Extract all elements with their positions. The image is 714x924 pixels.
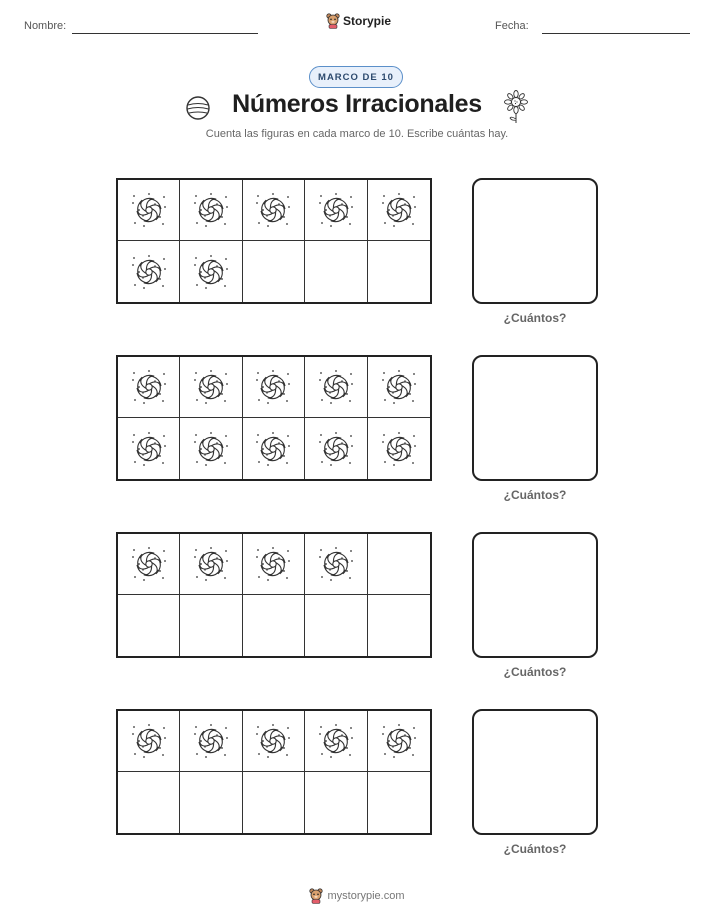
frame-cell [118, 180, 180, 241]
galaxy-icon [191, 367, 231, 407]
galaxy-icon [191, 544, 231, 584]
frame-cell [243, 418, 305, 479]
galaxy-icon [191, 429, 231, 469]
frame-cell [368, 357, 430, 418]
answer-box-3[interactable] [472, 532, 598, 658]
frame-cell [368, 595, 430, 656]
frame-cell [180, 357, 242, 418]
galaxy-icon [129, 544, 169, 584]
question-label-1: ¿Cuántos? [503, 311, 567, 325]
brand-name: Storypie [343, 14, 392, 28]
galaxy-icon [129, 252, 169, 292]
instructions: Cuenta las figuras en cada marco de 10. Escribe cuántas hay. [205, 128, 509, 140]
galaxy-icon [316, 544, 356, 584]
frame-cell [180, 711, 242, 772]
frame-cell [305, 180, 367, 241]
frame-cell [180, 180, 242, 241]
galaxy-icon [191, 252, 231, 292]
footer [0, 888, 714, 904]
sunflower-icon [503, 90, 529, 124]
frame-cell [243, 241, 305, 302]
frame-cell [368, 241, 430, 302]
frame-cell [305, 595, 367, 656]
question-label-2: ¿Cuántos? [503, 488, 567, 502]
frame-cell [118, 357, 180, 418]
frame-cell [243, 711, 305, 772]
frame-cell [243, 180, 305, 241]
frame-cell [305, 241, 367, 302]
galaxy-icon [316, 721, 356, 761]
galaxy-icon [191, 721, 231, 761]
ten-frame-2 [116, 355, 432, 481]
frame-cell [180, 418, 242, 479]
galaxy-icon [129, 721, 169, 761]
galaxy-icon [129, 429, 169, 469]
footer-url: mystorypie.com [327, 890, 405, 902]
galaxy-icon [129, 367, 169, 407]
bear-mascot-icon [309, 888, 323, 904]
ten-frame-1 [116, 178, 432, 304]
frame-cell [305, 772, 367, 833]
galaxy-icon [253, 544, 293, 584]
galaxy-icon [379, 721, 419, 761]
frame-cell [243, 772, 305, 833]
frame-cell [305, 534, 367, 595]
frame-cell [243, 357, 305, 418]
frame-cell [180, 772, 242, 833]
galaxy-icon [379, 429, 419, 469]
worksheet-badge: MARCO DE 10 [309, 66, 403, 88]
frame-cell [180, 241, 242, 302]
frame-cell [305, 357, 367, 418]
page-title: Números Irracionales [232, 90, 482, 118]
frame-cell [118, 772, 180, 833]
name-line[interactable] [72, 33, 258, 34]
ten-frame-4 [116, 709, 432, 835]
galaxy-icon [316, 367, 356, 407]
frame-cell [180, 534, 242, 595]
galaxy-icon [316, 429, 356, 469]
frame-cell [305, 711, 367, 772]
galaxy-icon [253, 190, 293, 230]
frame-cell [243, 534, 305, 595]
question-label-4: ¿Cuántos? [503, 842, 567, 856]
frame-cell [118, 418, 180, 479]
date-label: Fecha: [495, 20, 529, 32]
bear-mascot-icon [326, 13, 340, 29]
galaxy-icon [129, 190, 169, 230]
galaxy-icon [253, 721, 293, 761]
brand-logo [326, 13, 391, 29]
frame-cell [368, 418, 430, 479]
date-line[interactable] [542, 33, 690, 34]
frame-cell [305, 418, 367, 479]
galaxy-icon [316, 190, 356, 230]
frame-cell [368, 534, 430, 595]
ten-frame-3 [116, 532, 432, 658]
name-label: Nombre: [24, 20, 67, 32]
frame-cell [118, 595, 180, 656]
frame-cell [368, 772, 430, 833]
frame-cell [118, 241, 180, 302]
galaxy-icon [379, 190, 419, 230]
galaxy-icon [191, 190, 231, 230]
frame-cell [243, 595, 305, 656]
frame-cell [118, 534, 180, 595]
frame-cell [180, 595, 242, 656]
frame-cell [368, 180, 430, 241]
galaxy-icon [379, 367, 419, 407]
answer-box-1[interactable] [472, 178, 598, 304]
galaxy-icon [253, 429, 293, 469]
frame-cell [368, 711, 430, 772]
question-label-3: ¿Cuántos? [503, 665, 567, 679]
answer-box-4[interactable] [472, 709, 598, 835]
frame-cell [118, 711, 180, 772]
galaxy-icon [253, 367, 293, 407]
answer-box-2[interactable] [472, 355, 598, 481]
